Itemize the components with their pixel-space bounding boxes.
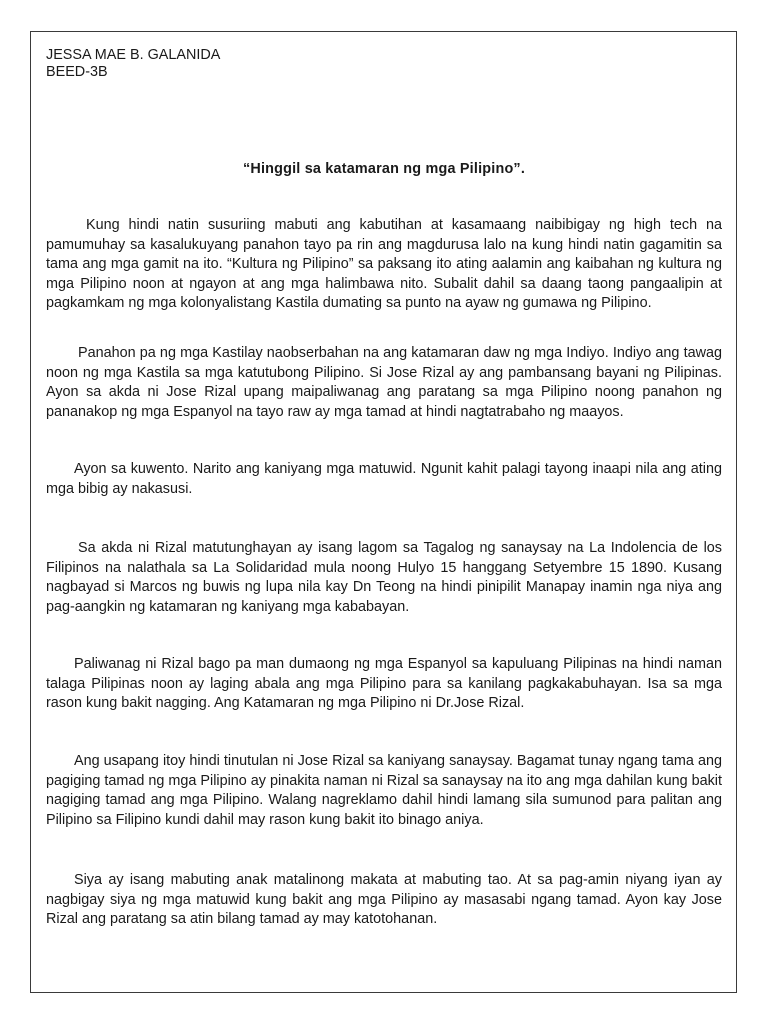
document-title: “Hinggil sa katamaran ng mga Pilipino”. — [242, 161, 526, 177]
paragraph-4: Sa akda ni Rizal matutunghayan ay isang lagom sa Tagalog ng sanaysay na La Indolencia de los Filipinos na nalathala sa La Solidaridad mula noong Hulyo 15 hanggang Setyembre 15 1890. Kusang nagbayad si Marcos ng buwis ng lupa nila kay Dn Teong na hindi pinipilit Manapay inamin nga niya ang pag-aangkin ng katamaran ng kaniyang mga kababayan. — [46, 540, 722, 615]
author-name: JESSA MAE B. GALANIDA — [46, 47, 221, 63]
paragraph-7: Siya ay isang mabuting anak matalinong makata at mabuting tao. At sa pag-amin niyang iyan ay nagbigay siya ng mga matuwid kung bakit ang mga Pilipino ay masasabi ngang tamad. Ayon kay Jose Rizal ang paratang sa atin bilang tamad ay may katotohanan. — [46, 872, 722, 928]
class-section: BEED-3B — [46, 64, 108, 80]
paragraph-2: Panahon pa ng mga Kastilay naobserbahan na ang katamaran daw ng mga Indiyo. Indiyo ang tawag noon ng mga Kastila sa mga katutubong Pilipino. Si Jose Rizal ay ang pambansang bayani ng Pilipinas. Ayon sa akda ni Jose Rizal upang maipaliwanag ang paratang sa mga Pilipino noong panahon ng pananakop ng mga Espanyol na tayo raw ay mga tamad at hindi nagtatrabaho ng maayos. — [46, 345, 722, 420]
paragraph-5: Paliwanag ni Rizal bago pa man dumaong ng mga Espanyol sa kapuluang Pilipinas na hindi naman talaga Pilipinas noon ay laging abala ang mga Pilipino para sa kanilang pagkakabuhayan. Isa sa mga rason kung bakit nagging. Ang Katamaran ng mga Pilipino ni Dr.Jose Rizal. — [46, 656, 722, 712]
document-header — [46, 47, 220, 81]
paragraph-3: Ayon sa kuwento. Narito ang kaniyang mga matuwid. Ngunit kahit palagi tayong inaapi nila ang ating mga bibig ay nakasusi. — [46, 461, 722, 497]
paragraph-6: Ang usapang itoy hindi tinutulan ni Jose Rizal sa kaniyang sanaysay. Bagamat tunay ngang tama ang pagiging tamad ng mga Pilipino ay pinakita naman ni Rizal sa sanaysay na ito ang mga dahilan kung bakit nagiging tamad ang mga Pilipino. Walang nagreklamo dahil hindi lamang sila sumunod para palitan ang Pilipino sa Filipino kundi dahil may rason kung bakit ito binago aniya. — [46, 753, 722, 828]
paragraph-1: Kung hindi natin susuriing mabuti ang kabutihan at kasamaang naibibigay ng high tech na pamumuhay sa kasalukuyang panahon tayo pa rin ang magdurusa lalo na kung hindi natin gagamitin sa tama ang mga gamit na ito. “Kultura ng Pilipino” sa paksang ito ating aalamin ang kaibahan ng kultura ng mga Pilipino noon at ngayon at ang mga halimbawa nito. Subalit dahil sa daang taong pangaalipin at pagkamkam ng mga kolonyalistang Kastila dumating sa punto na ayaw ng gumawa ng Pilipino. — [46, 217, 722, 312]
